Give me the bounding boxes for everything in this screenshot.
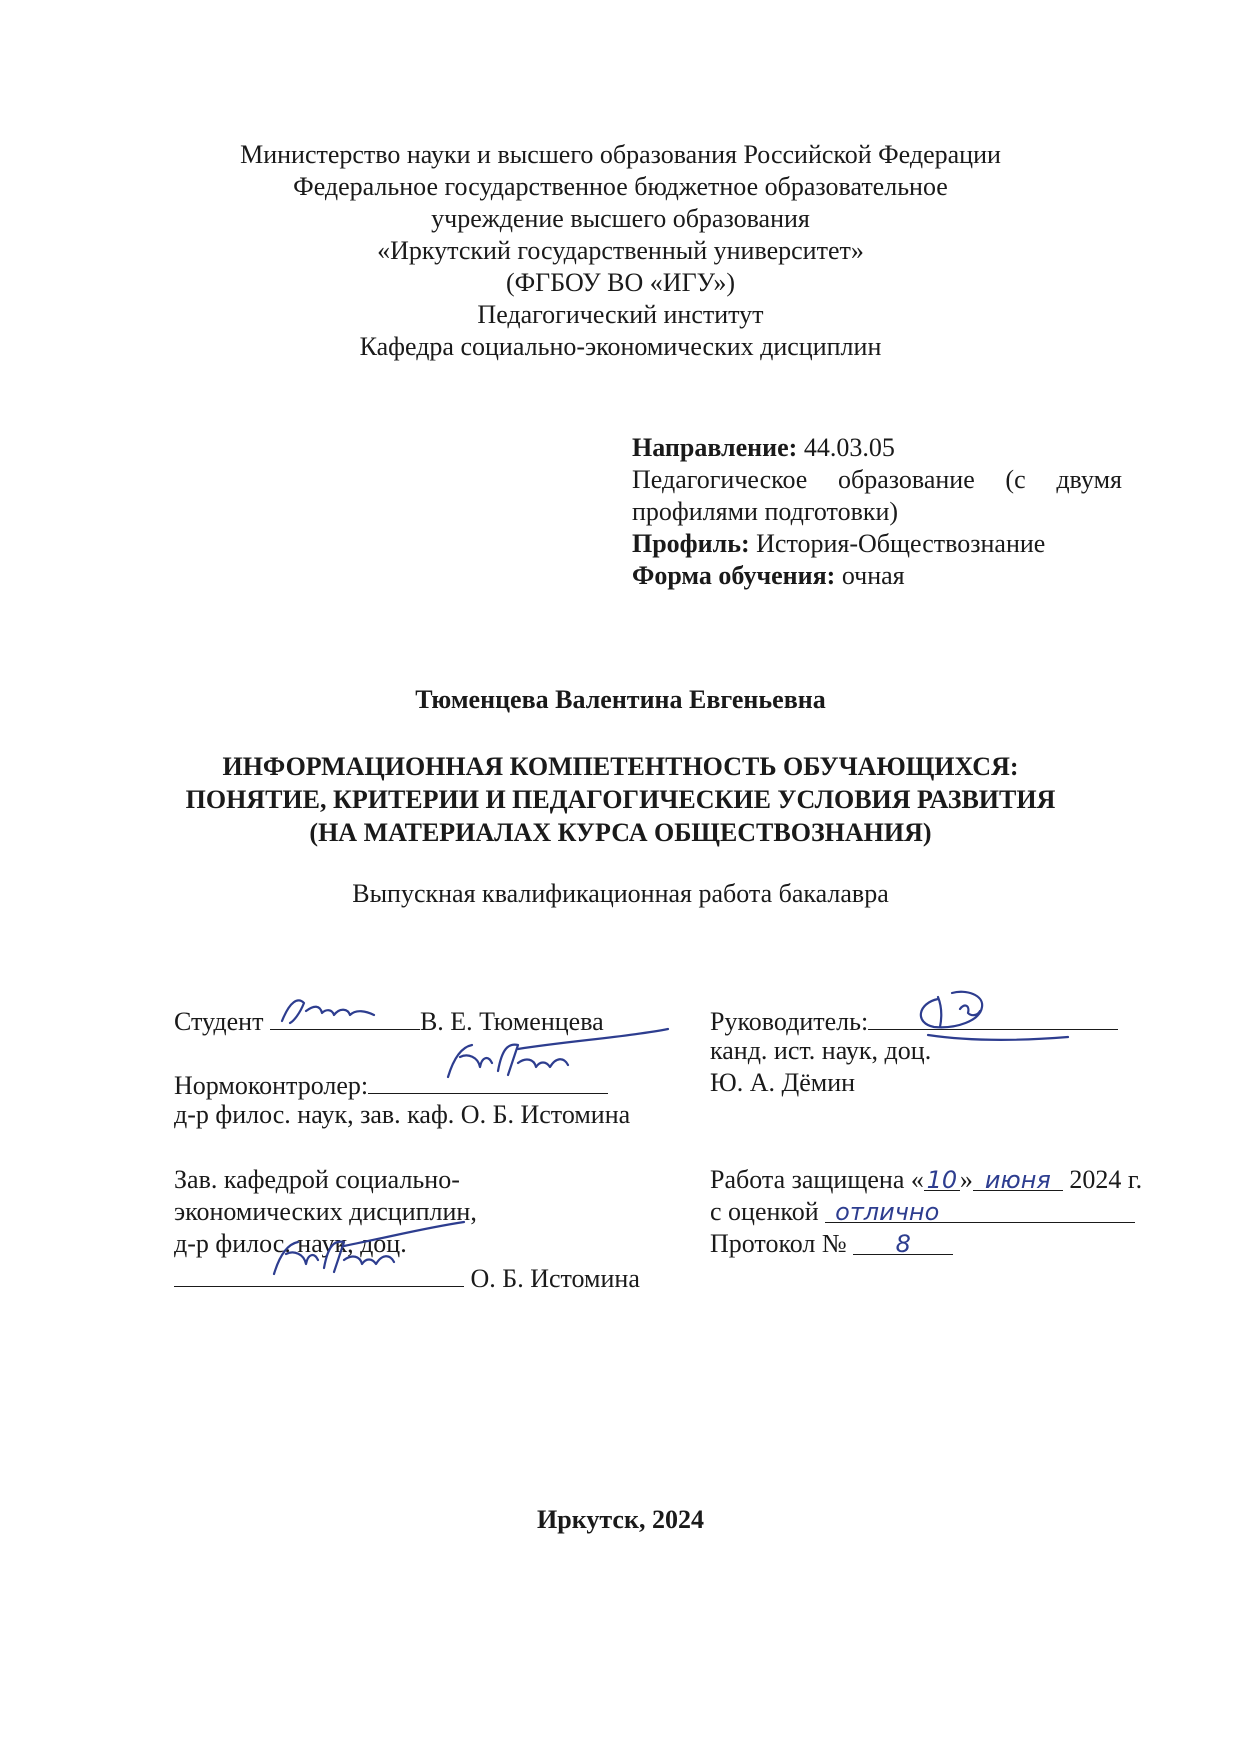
profile-label: Профиль:	[632, 529, 750, 558]
program-info	[632, 432, 1122, 592]
header-line: Федеральное государственное бюджетное образовательное	[293, 172, 948, 201]
profile-value: История-Обществознание	[756, 529, 1046, 558]
header-line: учреждение высшего образования	[431, 204, 810, 233]
head-line2: экономических дисциплин,	[174, 1197, 477, 1226]
head-line3: д-р филос. наук, доц.	[174, 1229, 407, 1258]
supervisor-name: Ю. А. Дёмин	[710, 1068, 856, 1097]
supervisor-signature	[868, 985, 1128, 1055]
head-name: О. Б. Истомина	[470, 1264, 640, 1293]
header-line: Министерство науки и высшего образования Российской Федерации	[240, 140, 1001, 169]
defended-suffix: 2024 г.	[1069, 1165, 1143, 1194]
title-line: ПОНЯТИЕ, КРИТЕРИИ И ПЕДАГОГИЧЕСКИЕ УСЛОВИЯ РАЗВИТИЯ	[185, 785, 1056, 814]
direction-code: 44.03.05	[803, 433, 895, 462]
student-signature-line	[270, 1003, 420, 1030]
header-line: (ФГБОУ ВО «ИГУ»)	[505, 268, 736, 297]
protocol-number: 8	[853, 1228, 953, 1255]
supervisor-block	[710, 1003, 1118, 1099]
defended-mid: »	[959, 1165, 973, 1194]
grade-value: отлично	[825, 1196, 1135, 1223]
study-form-value: очная	[841, 561, 905, 590]
normcontrol-signature	[368, 1027, 668, 1097]
study-form-label: Форма обучения:	[632, 561, 836, 590]
normcontrol-label: Нормоконтролер:	[174, 1071, 369, 1100]
defended-prefix: Работа защищена «	[710, 1165, 924, 1194]
head-of-department-block	[174, 1164, 640, 1292]
direction-label: Направление:	[632, 433, 798, 462]
student-signature	[270, 991, 420, 1031]
title-line: (НА МАТЕРИАЛАХ КУРСА ОБЩЕСТВОЗНАНИЯ)	[309, 818, 932, 847]
title-line: ИНФОРМАЦИОННАЯ КОМПЕТЕНТНОСТЬ ОБУЧАЮЩИХСЯ:	[222, 752, 1019, 781]
header-line: Кафедра социально-экономических дисциплин	[359, 332, 882, 361]
supervisor-signature-line	[868, 1003, 1118, 1030]
protocol-label: Протокол №	[710, 1229, 847, 1258]
direction-name-line2: профилями подготовки)	[632, 497, 899, 526]
head-signature	[174, 1220, 474, 1290]
header-line: «Иркутский государственный университет»	[377, 236, 864, 265]
city-year: Иркутск, 2024	[537, 1505, 704, 1534]
thesis-title	[0, 750, 1241, 849]
head-signature-line	[174, 1260, 464, 1287]
work-type: Выпускная квалификационная работа бакалавра	[352, 879, 889, 908]
defended-day: 10	[924, 1164, 960, 1191]
direction-name-line1: Педагогическое образование (с двумя	[632, 465, 1122, 494]
author-name: Тюменцева Валентина Евгеньевна	[415, 685, 826, 714]
institution-header	[0, 139, 1241, 363]
grade-label: с оценкой	[710, 1197, 819, 1226]
header-line: Педагогический институт	[477, 300, 764, 329]
normcontrol-title: д-р филос. наук, зав. каф. О. Б. Истомина	[174, 1100, 631, 1129]
student-name: В. Е. Тюменцева	[419, 1007, 604, 1036]
student-label: Студент	[174, 1007, 264, 1036]
supervisor-title: канд. ист. наук, доц.	[710, 1036, 932, 1065]
normcontrol-block	[174, 1067, 630, 1131]
supervisor-label: Руководитель:	[710, 1007, 869, 1036]
defended-month: июня	[973, 1164, 1063, 1191]
defence-block	[710, 1164, 1142, 1260]
normcontrol-signature-line	[368, 1067, 608, 1094]
head-line1: Зав. кафедрой социально-	[174, 1165, 460, 1194]
